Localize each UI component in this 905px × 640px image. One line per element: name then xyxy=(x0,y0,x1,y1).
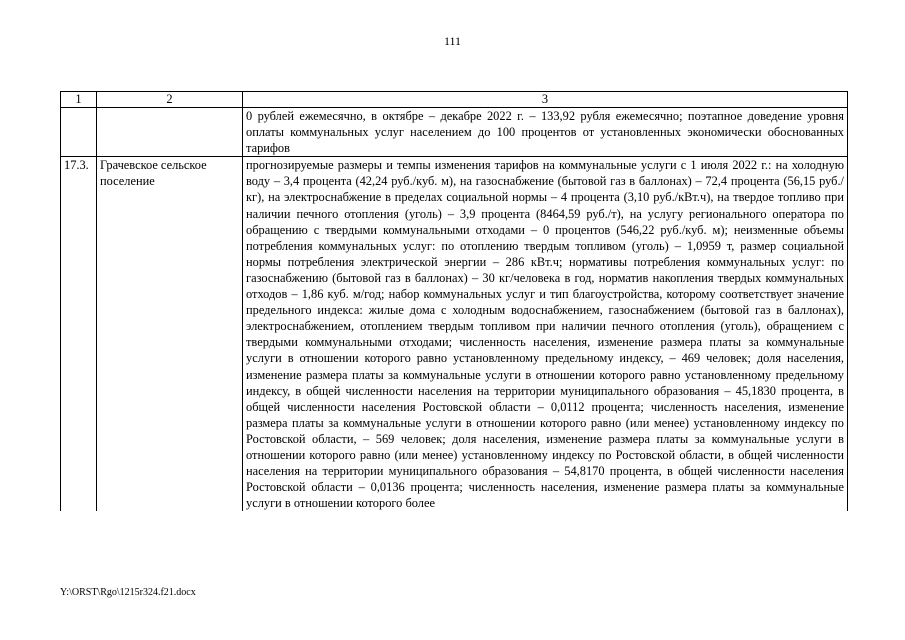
tariff-text-cell: 0 рублей ежемесячно, в октябре – декабре 2022 г. – 133,92 рубля ежемесячно; поэтапное доведение уровня оплаты коммунальных услуг населением до 100 процентов от установленных экономически обоснованных тарифов xyxy=(243,108,848,157)
row-number-cell: 17.3. xyxy=(61,157,97,512)
row-number-cell xyxy=(61,108,97,157)
header-col-1: 1 xyxy=(61,92,97,108)
tariff-table xyxy=(60,91,848,511)
footer-file-path: Y:\ORST\Rgo\1215r324.f21.docx xyxy=(60,587,196,598)
table-row xyxy=(61,108,848,157)
table-row xyxy=(61,157,848,512)
header-col-2: 2 xyxy=(97,92,243,108)
settlement-cell xyxy=(97,108,243,157)
table-header-row xyxy=(61,92,848,108)
tariff-text-cell: прогнозируемые размеры и темпы изменения тарифов на коммунальные услуги с 1 июля 2022 г.: на холодную воду – 3,4 процента (42,24 руб./куб. м), на газоснабжение (бытовой газ в баллонах) – 72,4 процента (56,15 руб./кг), на электроснабжение в пределах социальной нормы – 4 процента (3,10 руб./кВт.ч), на твердое топливо при наличии печного отопления (уголь) – 3,9 процента (8464,59 руб./т), на услугу регионального оператора по обращению с твердыми коммунальными отходами – 0 процентов (546,22 руб./куб. м); неизменные объемы потребления коммунальных услуг: по отоплению твердым топливом (уголь) – 1,0959 т, размер социальной нормы потребления электрической энергии – 286 кВт.ч; нормативы потребления коммунальных услуг: по газоснабжению (бытовой газ в баллонах) – 30 кг/человека в год, норматив накопления твердых коммунальных отходов – 1,86 куб. м/год; набор коммунальных услуг и тип благоустройства, которому соответствует значение предельного индекса: жилые дома с холодным водоснабжением, газоснабжением (бытовой газ в баллонах), электроснабжением, отоплением твердым топливом при наличии печного отопления (уголь), обращением с твердыми коммунальными отходами; численность населения, изменение размера платы за коммунальные услуги в отношении которого равно установленному предельному индексу, – 469 человек; доля населения, изменение размера платы за коммунальные услуги в отношении которого равно установленному предельному индексу, в общей численности населения на территории муниципального образования – 45,1830 процента, в общей численности населения Ростовской области – 0,0112 процента; численность населения, изменение размера платы за коммунальные услуги в отношении которого равно (или менее) установленному индексу по Ростовской области, – 569 человек; доля населения, изменение размера платы за коммунальные услуги в отношении которого равно (или менее) установленному индексу по Ростовской области, в общей численности населения на территории муниципального образования – 54,8170 процента, в общей численности населения Ростовской области – 0,0136 процента; численность населения, изменение размера платы за коммунальные услуги в отношении которого более xyxy=(243,157,848,512)
page-number: 111 xyxy=(443,34,462,48)
header-col-3: 3 xyxy=(243,92,848,108)
settlement-cell: Грачевское сельское поселение xyxy=(97,157,243,512)
